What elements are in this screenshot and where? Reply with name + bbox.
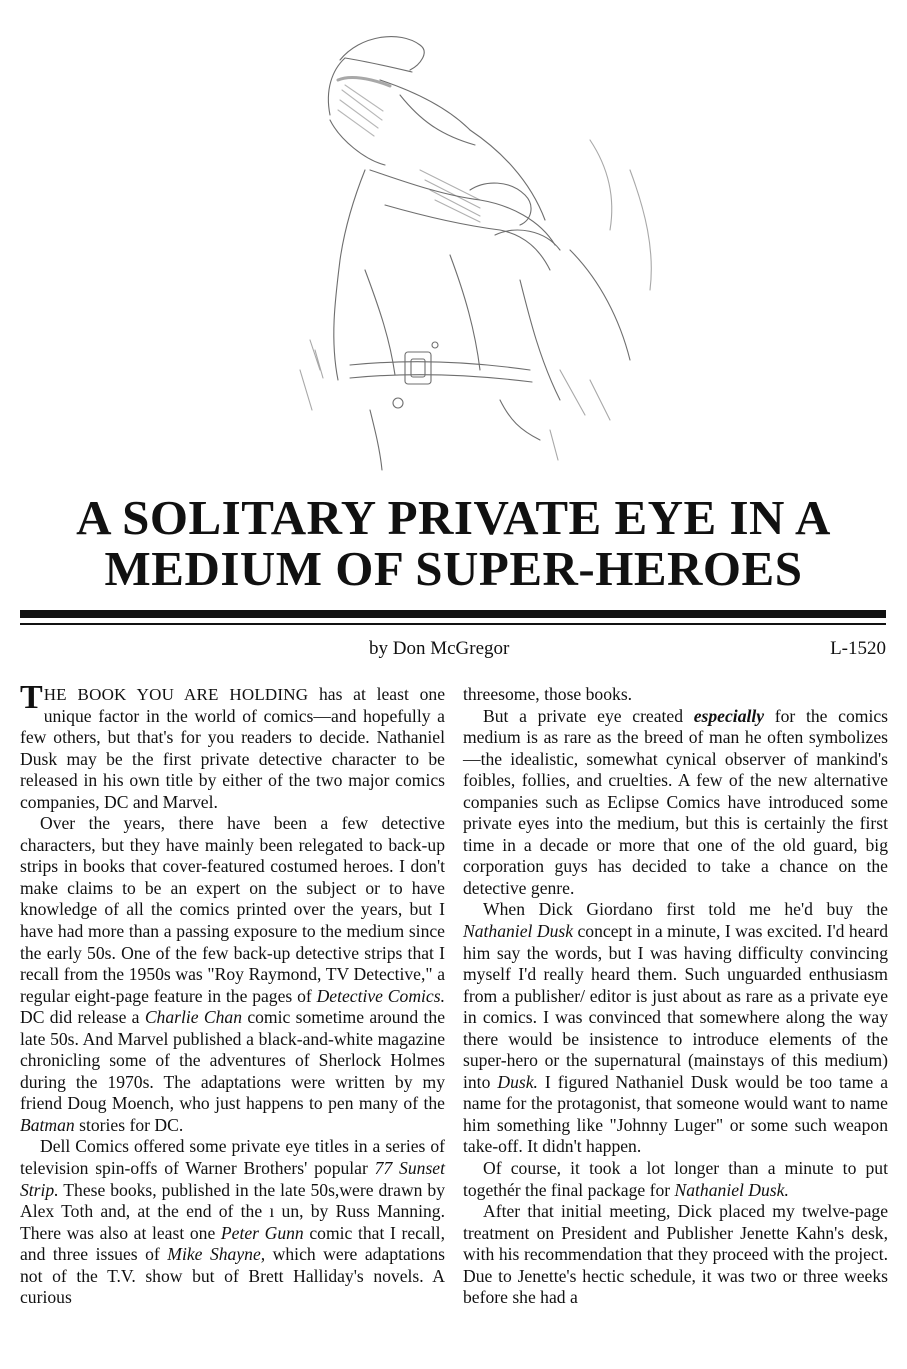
article-title — [0, 492, 907, 594]
byline: by Don McGregor — [369, 638, 510, 659]
paragraph: After that initial meeting, Dick placed my twelve-page treatment on President and Publisher Jenette Kahn's desk, with his recommendation that they proceed with the project. Due to Jenette's hectic schedule, it was two or three weeks before she had a — [463, 1201, 888, 1308]
article-title-line-2: MEDIUM OF SUPER-HEROES — [104, 541, 803, 596]
paragraph: Of course, it took a lot longer than a minute to put togethér the final package for Nathaniel Dusk. — [463, 1158, 888, 1200]
page-code: L-1520 — [830, 638, 886, 659]
paragraph: threesome, those books. — [463, 684, 633, 704]
paragraph: Dell Comics offered some private eye titles in a series of television spin-offs of Warner Brothers' popular 77 Sunset Strip. These books, published in the late 50s,were drawn by Alex Toth and, at the end of the ı un, by Russ Manning. There was also at least one Peter Gunn comic that I recall, and three issues of Mike Shayne, which were adaptations not of the T.V. show but of Brett Halliday's novels. A curious — [20, 1136, 445, 1308]
title-divider-thick — [20, 610, 886, 618]
paragraph: When Dick Giordano first told me he'd buy the Nathaniel Dusk concept in a minute, I was excited. I'd heard him say the words, but I was having difficulty convincing myself I'd really heard them. Such unguarded enthusiasm from a publisher/ editor is just about as rare as a private eye in comics. I was convinced that somewhere along the way there would be insistence to introduce elements of the super-hero or the supernatural (mainstays of this medium) into Dusk. I figured Nathaniel Dusk would be too tame a name for the protagonist, that someone would want to name him something like "Johnny Luger" or some such weapon take-off. It didn't happen. — [463, 899, 888, 1157]
body-column-right — [463, 684, 888, 1309]
paragraph: But a private eye created especially for the comics medium is as rare as the breed of man he often symbolizes—the idealistic, somewhat cynical observer of mankind's foibles, follies, and cruelties. A few of the new alternative companies such as Eclipse Comics have introduced some private eyes into the medium, but this is certainly the first time in a decade or more that one of the old guard, big corporation guys has decided to take a chance on the detective genre. — [463, 705, 888, 898]
paragraph: Over the years, there have been a few detective characters, but they have mainly been relegated to back-up strips in books that cover-featured costumed heroes. I don't make claims to be an expert on the subject or to have knowledge of all the comics printed over the years, but I have had more than a passing exposure to the medium since the early 50s. One of the few back-up detective strips that I recall from the 1950s was "Roy Raymond, TV Detective," a regular eight-page feature in the pages of Detective Comics. DC did release a Charlie Chan comic sometime around the late 50s. And Marvel published a black-and-white magazine chronicling some of the adventures of Sherlock Holmes during the 1970s. The adaptations were written by my friend Doug Moench, who just happens to pen many of the Batman stories for DC. — [20, 813, 446, 1135]
detective-sketch-illustration — [270, 20, 670, 480]
article-title-line-1: A SOLITARY PRIVATE EYE IN A — [76, 490, 831, 545]
drop-cap: T — [20, 679, 43, 716]
paragraph: THE BOOK YOU ARE HOLDING has at least one unique factor in the world of comics—and hopefully a few others, but that's for you readers to decide. Nathaniel Dusk may be the first private detective character to be released in his own title by either of the two major comics companies, DC and Marvel. — [20, 679, 446, 812]
title-divider-thin — [20, 623, 886, 625]
body-column-left — [20, 679, 446, 1309]
